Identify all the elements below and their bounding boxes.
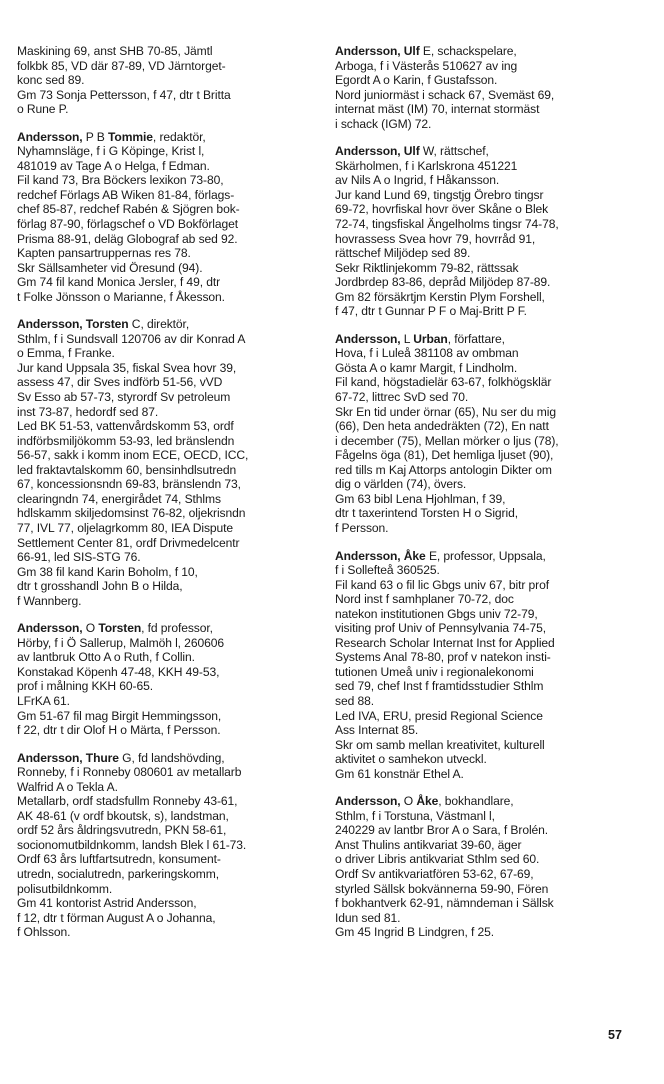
entry-line: i december (75), Mellan mörker o ljus (78), — [335, 433, 559, 448]
entry-line: 240229 av lantbr Bror A o Sara, f Brolén. — [335, 823, 549, 838]
entry-line: Hörby, f i Ö Sallerup, Malmöh l, 260606 — [17, 635, 224, 650]
entry-call-name: Urban — [413, 331, 448, 346]
left-column — [17, 44, 302, 953]
entry-surname: Andersson, — [335, 144, 401, 159]
entry-line: 66-91, led SIS-STG 76. — [17, 550, 141, 565]
entry-line: AK 48-61 (v ordf bkoutsk, s), landstman, — [17, 808, 229, 823]
entry-title: C, direktör, — [128, 317, 190, 332]
entry-line: utredn, socialutredn, parkeringskomm, — [17, 866, 219, 881]
entry-line: Sthlm, f i Torstuna, Västmanl l, — [335, 808, 495, 823]
entry — [17, 130, 302, 305]
entry-line: Jordbrdep 83-86, depråd Miljödep 87-89. — [335, 275, 551, 290]
entry-line: ordf 52 års åldringsvutredn, PKN 58-61, — [17, 823, 227, 838]
entry — [17, 751, 302, 940]
entry-line: f 12, dtr t förman August A o Johanna, — [17, 910, 216, 925]
entry-line: Jur kand Lund 69, tingstjg Örebro tingsr — [335, 187, 544, 202]
entry-title: W, rättschef, — [419, 144, 489, 159]
entry — [335, 549, 635, 782]
entry-call-name: Torsten — [98, 621, 142, 636]
entry-line: o Emma, f Franke. — [17, 346, 115, 361]
entry-line: inst 73-87, hedordf sed 87. — [17, 404, 159, 419]
entry-line: o driver Libris antikvariat Sthlm sed 60. — [335, 852, 540, 867]
entry-heading — [17, 621, 302, 636]
entry-line: Ronneby, f i Ronneby 080601 av metallarb — [17, 765, 242, 780]
entry-line: clearingndn 74, energirådet 74, Sthlms — [17, 491, 221, 506]
entry-heading — [335, 794, 635, 809]
entry-line: f bokhantverk 62-91, nämndeman i Sällsk — [335, 896, 554, 911]
entry-line: Kapten pansartruppernas res 78. — [17, 246, 191, 261]
entry-line: styrled Sällsk bokvännerna 59-90, Fören — [335, 881, 549, 896]
entry-line: dtr t grosshandl John B o Hilda, — [17, 579, 183, 594]
page-number: 57 — [608, 1028, 622, 1042]
entry-line: 67-72, littrec SvD sed 70. — [335, 390, 469, 405]
entry-line: led fraktavtalskomm 60, bensinhdlsutredn — [17, 462, 237, 477]
entry-line: Systems Anal 78-80, prof v natekon insti- — [335, 650, 551, 665]
entry-line: red tills m Kaj Attorps antologin Dikter om — [335, 462, 552, 477]
entry-given-name: O — [403, 794, 414, 809]
entry-title: , redaktör, — [152, 129, 206, 144]
entry-line: Gm 51-67 fil mag Birgit Hemmingsson, — [17, 708, 222, 723]
entry-line: Skr Sällsamheter vid Öresund (94). — [17, 260, 203, 275]
entry-line: folkbk 85, VD där 87-89, VD Järntorget- — [17, 58, 226, 73]
entry-title: G, fd landshövding, — [118, 750, 225, 765]
entry-line: redchef Förlags AB Wiken 81-84, förlags- — [17, 187, 235, 202]
entry — [335, 144, 635, 319]
entry-line: Idun sed 81. — [335, 910, 401, 925]
entry-heading — [335, 549, 635, 564]
entry-surname: Andersson, — [335, 794, 401, 809]
entry-line: Gm 61 konstnär Ethel A. — [335, 766, 464, 781]
entry-given-name: O — [85, 621, 96, 636]
entry-line: Metallarb, ordf stadsfullm Ronneby 43-61, — [17, 794, 238, 809]
entry-heading — [335, 44, 635, 59]
entry — [335, 332, 635, 536]
entry-line: Gm 41 kontorist Astrid Andersson, — [17, 896, 197, 911]
entry-line: Ordf 63 års luftfartsutredn, konsument- — [17, 852, 221, 867]
entry-line: i schack (IGM) 72. — [335, 116, 432, 131]
entry-line: Fil kand, högstadielär 63-67, folkhögsklär — [335, 375, 552, 390]
entry — [335, 44, 635, 131]
entry-given-name: L — [403, 331, 410, 346]
entry-line: 77, IVL 77, oljelagrkomm 80, IEA Dispute — [17, 520, 234, 535]
entry-line: f Ohlsson. — [17, 925, 71, 940]
entry-line: natekon institutionen Gbgs univ 72-79, — [335, 606, 538, 621]
right-column — [335, 44, 635, 953]
entry-line: dtr t taxerintend Torsten H o Sigrid, — [335, 506, 518, 521]
entry-line: Sekr Riktlinjekomm 79-82, rättssak — [335, 260, 519, 275]
entry-title: , författare, — [447, 331, 505, 346]
entry-line: 56-57, sakk i komm inom ECE, OECD, ICC, — [17, 448, 249, 463]
entry-line: Prisma 88-91, deläg Globograf ab sed 92. — [17, 231, 238, 246]
entry-line: assess 47, dir Sves indförb 51-56, vVD — [17, 375, 223, 390]
entry-surname: Andersson, — [335, 44, 401, 58]
entry-line: tutionen Umeå univ i regionalekonomi — [335, 664, 534, 679]
entry-line: Gösta A o kamr Margit, f Lindholm. — [335, 360, 518, 375]
entry-line: förlag 87-90, förlagschef o VD Bokförlaget — [17, 217, 239, 232]
entry-line: sed 88. — [335, 693, 374, 708]
entry-line: Led BK 51-53, vattenvårdskomm 53, ordf — [17, 419, 234, 434]
entry-line: Nord inst f samhplaner 70-72, doc — [335, 592, 514, 607]
entry-call-name: Thure — [85, 750, 119, 765]
entry-line: (66), Den heta andedräkten (72), En natt — [335, 419, 549, 434]
entry-call-name: Ulf — [403, 144, 420, 159]
entry-line: f 22, dtr t dir Olof H o Märta, f Persson. — [17, 723, 221, 738]
entry-title: , bokhandlare, — [438, 794, 514, 809]
entry-line: Arboga, f i Västerås 510627 av ing — [335, 58, 518, 73]
entry-call-name: Åke — [416, 794, 439, 809]
entry-line: t Folke Jönsson o Marianne, f Åkesson. — [17, 289, 225, 304]
entry-line: Egordt A o Karin, f Gustafsson. — [335, 73, 498, 88]
entry-line: Walfrid A o Tekla A. — [17, 779, 118, 794]
entry-line: visiting prof Univ of Pennsylvania 74-75, — [335, 621, 547, 636]
entry-surname: Andersson, — [17, 317, 83, 332]
entry-line: Fil kand 73, Bra Böckers lexikon 73-80, — [17, 173, 224, 188]
entry-line: 481019 av Tage A o Helga, f Edman. — [17, 158, 210, 173]
entry-line: Settlement Center 81, ordf Drivmedelcentr — [17, 535, 240, 550]
entry-surname: Andersson, — [17, 129, 83, 144]
entry-title: , fd professor, — [141, 621, 213, 636]
entry-line: prof i målning KKH 60-65. — [17, 679, 153, 694]
entry-line: 72-74, tingsfiskal Ängelholms tingsr 74-78, — [335, 217, 559, 232]
entry-line: av Nils A o Ingrid, f Håkansson. — [335, 173, 500, 188]
entry-line: Gm 82 försäkrtjm Kerstin Plym Forshell, — [335, 289, 545, 304]
entry-line: 69-72, hovrfiskal hovr över Skåne o Blek — [335, 202, 549, 217]
entry-heading — [335, 144, 635, 159]
entry-title: E, professor, Uppsala, — [425, 548, 546, 563]
entry-line: konc sed 89. — [17, 73, 85, 88]
entry-call-name: Tommie — [108, 129, 153, 144]
entry-title: E, schackspelare, — [419, 44, 517, 58]
entry-heading — [17, 751, 302, 766]
entry-surname: Andersson, — [335, 331, 401, 346]
entry-line: indförbsmiljökomm 53-93, led bränslendn — [17, 433, 235, 448]
entry-line: Ordf Sv antikvariatfören 53-62, 67-69, — [335, 866, 534, 881]
entry-line: Sthlm, f i Sundsvall 120706 av dir Konrad A — [17, 331, 246, 346]
entry-line: 67, koncessionsndn 69-83, bränslendn 73, — [17, 477, 241, 492]
entry-surname: Andersson, — [17, 621, 83, 636]
entry-line: Led IVA, ERU, presid Regional Science — [335, 708, 543, 723]
entry-line: Gm 74 fil kand Monica Jersler, f 49, dtr — [17, 275, 221, 290]
entry-call-name: Torsten — [85, 317, 129, 332]
entry-line: o Rune P. — [17, 102, 69, 117]
entry-line: Sv Esso ab 57-73, styrordf Sv petroleum — [17, 390, 231, 405]
entry-line: Gm 63 bibl Lena Hjohlman, f 39, — [335, 491, 506, 506]
entry-line: Gm 73 Sonja Pettersson, f 47, dtr t Britta — [17, 87, 231, 102]
entry-line: Nord juniormäst i schack 67, Svemäst 69, — [335, 87, 555, 102]
entry-line: hdlskamm skiljedomsinst 76-82, oljekrisndn — [17, 506, 246, 521]
entry-surname: Andersson, — [335, 548, 401, 563]
entry-line: aktivitet o samhekon utveckl. — [335, 752, 487, 767]
entry-line: Maskining 69, anst SHB 70-85, Jämtl — [17, 44, 213, 58]
entry — [17, 621, 302, 737]
entry-line: rättschef Miljödep sed 89. — [335, 246, 471, 261]
entry-line: f i Sollefteå 360525. — [335, 563, 440, 578]
entry-heading — [17, 130, 302, 145]
entry-line: sed 79, chef Inst f framtidsstudier Sthlm — [335, 679, 544, 694]
entry — [17, 317, 302, 608]
entry-line: socionomutbildnkomm, landsh Blek l 61-73. — [17, 837, 247, 852]
entry-line: LFrKA 61. — [17, 693, 70, 708]
entry-line: chef 85-87, redchef Rabén & Sjögren bok- — [17, 202, 240, 217]
entry-surname: Andersson, — [17, 750, 83, 765]
entry-line: Ass Internat 85. — [335, 723, 419, 738]
entry-line: Konstakad Köpenh 47-48, KKH 49-53, — [17, 664, 220, 679]
entry — [17, 44, 302, 117]
entry-line: internat mäst (IM) 70, internat stormäst — [335, 102, 540, 117]
entry-line: Fågelns öga (81), Det hemliga ljuset (90), — [335, 448, 554, 463]
entry-line: f Wannberg. — [17, 593, 82, 608]
entry-line: Research Scholar Internat Inst for Applied — [335, 635, 555, 650]
entry-line: Gm 45 Ingrid B Lindgren, f 25. — [335, 925, 495, 940]
entry-line: Anst Thulins antikvariat 39-60, äger — [335, 837, 522, 852]
entry-call-name: Åke — [403, 548, 426, 563]
entry-given-name: P B — [85, 129, 105, 144]
entry-line: f Persson. — [335, 520, 389, 535]
entry-line: Hova, f i Luleå 381108 av ombman — [335, 346, 519, 361]
entry-line: Skr En tid under örnar (65), Nu ser du mig — [335, 404, 556, 419]
entry-line: Gm 38 fil kand Karin Boholm, f 10, — [17, 564, 198, 579]
entry-line: Skärholmen, f i Karlskrona 451221 — [335, 158, 518, 173]
entry — [335, 794, 635, 939]
entry-line: Nyhamnsläge, f i G Köpinge, Krist l, — [17, 144, 205, 159]
entry-call-name: Ulf — [403, 44, 420, 58]
entry-line: dig o världen (74), övers. — [335, 477, 467, 492]
entry-line: f 47, dtr t Gunnar P F o Maj-Britt P F. — [335, 304, 527, 319]
entry-heading — [335, 332, 635, 347]
entry-line: av lantbruk Otto A o Ruth, f Collin. — [17, 650, 195, 665]
entry-line: Skr om samb mellan kreativitet, kulturell — [335, 737, 545, 752]
entry-heading — [17, 317, 302, 332]
entry-line: Fil kand 63 o fil lic Gbgs univ 67, bitr prof — [335, 577, 549, 592]
entry-line: hovrassess Svea hovr 79, hovrråd 91, — [335, 231, 536, 246]
entry-line: polisutbildnkomm. — [17, 881, 113, 896]
entry-line: Jur kand Uppsala 35, fiskal Svea hovr 39, — [17, 360, 237, 375]
